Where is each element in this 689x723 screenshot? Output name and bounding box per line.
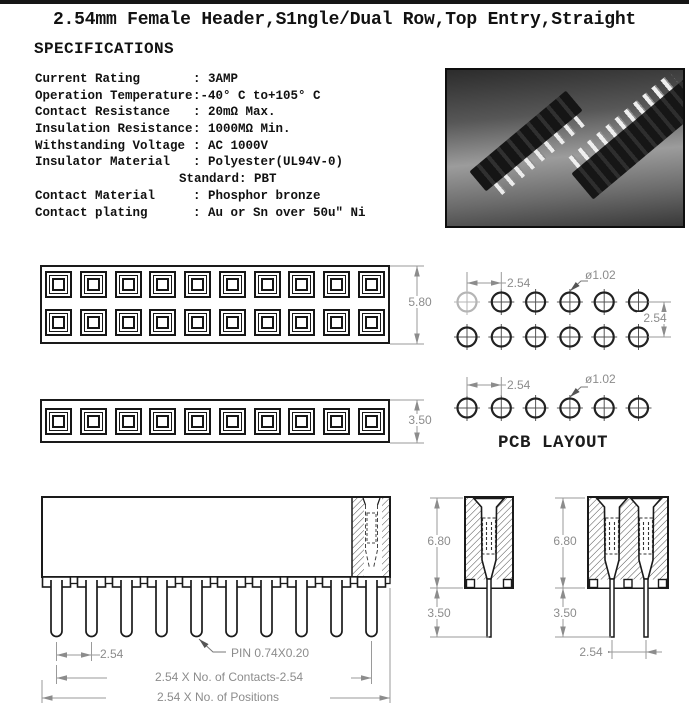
socket-opening	[226, 415, 239, 428]
housing-pins	[51, 580, 377, 637]
dual-row-connector-image	[571, 78, 685, 199]
socket	[115, 309, 142, 336]
socket	[219, 408, 246, 435]
socket-opening	[261, 316, 274, 329]
socket-bevel	[119, 313, 138, 332]
dim-pcb-single-pitch: 2.54	[507, 378, 531, 392]
socket-opening	[365, 316, 378, 329]
header-pin	[191, 580, 202, 637]
socket-bevel	[223, 412, 242, 431]
socket-opening	[87, 415, 100, 428]
socket	[288, 309, 315, 336]
spec-label: Contact Material	[35, 188, 156, 203]
spec-row	[35, 154, 440, 171]
cross-section-single	[465, 497, 513, 637]
socket	[45, 271, 72, 298]
standoff-notch	[386, 577, 391, 584]
header-pin	[331, 580, 342, 637]
socket-bevel	[223, 313, 242, 332]
socket-bevel	[258, 275, 277, 294]
socket-bevel	[84, 275, 103, 294]
dim-contacts: 2.54 X No. of Contacts-2.54	[107, 671, 351, 683]
spec-value: : 1000MΩ Min.	[193, 122, 291, 137]
socket-opening	[52, 415, 65, 428]
connector-pins	[569, 73, 679, 169]
standoff-notch	[176, 577, 183, 584]
socket-opening	[330, 415, 343, 428]
socket-opening	[191, 415, 204, 428]
socket	[219, 271, 246, 298]
pcb-layout-drawing	[440, 260, 689, 460]
contact-pin	[487, 579, 491, 637]
contact-pin	[610, 579, 614, 637]
product-photo	[445, 68, 685, 228]
standoff-notch	[141, 577, 148, 584]
spec-value: : Phosphor bronze	[193, 188, 321, 203]
socket-bevel	[188, 412, 207, 431]
socket-bevel	[327, 412, 346, 431]
dim-cs-single-pin: 3.50	[422, 607, 456, 619]
spec-continuation: Standard: PBT	[179, 172, 277, 187]
pcb-layout-caption: PCB LAYOUT	[498, 433, 609, 453]
socket	[45, 309, 72, 336]
spec-row	[35, 188, 440, 205]
socket-opening	[191, 278, 204, 291]
header-pin	[226, 580, 237, 637]
section-hatch	[353, 498, 365, 576]
spec-row	[35, 88, 440, 105]
dim-positions: 2.54 X No. of Positions	[106, 691, 330, 703]
specifications-list	[35, 71, 440, 221]
spec-value: : Au or Sn over 50u" Ni	[193, 205, 366, 220]
standoff-notch	[106, 577, 113, 584]
socket	[115, 271, 142, 298]
standoff-notch	[316, 577, 323, 584]
dim-pcb-single-hole-dia: ø1.02	[585, 372, 616, 386]
socket-opening	[122, 278, 135, 291]
socket-bevel	[119, 412, 138, 431]
header-pin	[296, 580, 307, 637]
socket	[323, 271, 350, 298]
dim-pcb-dual-row-pitch: 2.54	[637, 312, 673, 324]
pcb-holes	[454, 289, 652, 421]
dim-pcb-dual-hole-dia: ø1.02	[585, 268, 616, 282]
dim-cs-dual-body: 6.80	[548, 535, 582, 547]
socket-bevel	[49, 275, 68, 294]
dual-row-front-view	[40, 265, 390, 344]
header-pin	[121, 580, 132, 637]
socket-opening	[295, 278, 308, 291]
spec-label: Current Rating	[35, 72, 141, 86]
spec-label: Contact plating	[35, 205, 148, 220]
socket-bevel	[188, 313, 207, 332]
spec-row	[35, 71, 440, 88]
cross-section-dual	[588, 497, 668, 637]
contact-pin	[644, 579, 648, 637]
socket	[45, 408, 72, 435]
socket-bevel	[84, 412, 103, 431]
standoff-notch	[281, 577, 288, 584]
socket	[149, 271, 176, 298]
socket	[288, 408, 315, 435]
header-pin	[51, 580, 62, 637]
standoff-notch	[351, 577, 358, 584]
socket-opening	[295, 415, 308, 428]
spec-label: Insulation Resistance	[35, 122, 193, 137]
socket	[149, 309, 176, 336]
spec-row	[35, 205, 440, 222]
socket	[254, 271, 281, 298]
spec-value: : 20mΩ Max.	[193, 105, 276, 120]
spec-label: Operation Temperature	[35, 88, 193, 103]
section-hatch	[382, 498, 390, 576]
spec-value: : Polyester(UL94V-0)	[193, 155, 344, 170]
standoff-notch	[71, 577, 78, 584]
socket-bevel	[292, 313, 311, 332]
socket	[288, 271, 315, 298]
spec-value: :-40° C to+105° C	[193, 88, 321, 103]
header-pin	[156, 580, 167, 637]
socket-bevel	[362, 275, 381, 294]
socket-opening	[122, 316, 135, 329]
socket	[358, 408, 385, 435]
socket-bevel	[188, 275, 207, 294]
page-title: 2.54mm Female Header,S1ngle/Dual Row,Top Entry,Straight	[52, 10, 637, 30]
dim-pcb-dual-pitch: 2.54	[507, 276, 531, 290]
socket	[323, 408, 350, 435]
single-row-connector-image	[469, 91, 582, 192]
spec-label: Contact Resistance	[35, 105, 171, 120]
spec-label: Insulator Material	[35, 155, 171, 170]
socket	[254, 408, 281, 435]
socket-grid	[42, 408, 388, 435]
socket-opening	[226, 316, 239, 329]
specifications-heading: SPECIFICATIONS	[34, 40, 175, 58]
socket-bevel	[327, 313, 346, 332]
socket-bevel	[119, 275, 138, 294]
side-view-drawing	[30, 480, 689, 723]
socket-bevel	[84, 313, 103, 332]
spec-row	[35, 121, 440, 138]
socket-opening	[156, 278, 169, 291]
dim-single-front-height: 3.50	[402, 414, 438, 426]
spec-value: : 3AMP	[193, 72, 239, 86]
standoff-notch	[246, 577, 253, 584]
socket	[80, 271, 107, 298]
socket-opening	[52, 278, 65, 291]
socket	[358, 309, 385, 336]
socket	[323, 309, 350, 336]
socket-bevel	[327, 275, 346, 294]
socket-opening	[52, 316, 65, 329]
spec-value: : AC 1000V	[193, 138, 269, 153]
socket-bevel	[49, 412, 68, 431]
socket	[358, 271, 385, 298]
socket	[219, 309, 246, 336]
spec-row	[35, 104, 440, 121]
housing-body	[42, 497, 390, 577]
socket-opening	[87, 316, 100, 329]
socket-opening	[122, 415, 135, 428]
dim-dual-front-height: 5.80	[402, 296, 438, 308]
socket-opening	[365, 415, 378, 428]
socket-opening	[330, 278, 343, 291]
socket	[184, 309, 211, 336]
socket-bevel	[153, 313, 172, 332]
socket	[115, 408, 142, 435]
socket-bevel	[362, 412, 381, 431]
socket-grid	[42, 271, 388, 298]
socket-bevel	[362, 313, 381, 332]
socket-opening	[87, 278, 100, 291]
spec-label: Withstanding Voltage	[35, 138, 186, 153]
socket-bevel	[292, 275, 311, 294]
socket-bevel	[258, 313, 277, 332]
dim-cs-dual-pitch: 2.54	[574, 646, 608, 658]
socket-opening	[156, 316, 169, 329]
socket	[184, 408, 211, 435]
socket-opening	[365, 278, 378, 291]
dim-cs-dual-pin: 3.50	[548, 607, 582, 619]
socket	[80, 408, 107, 435]
socket	[149, 408, 176, 435]
socket-grid	[42, 309, 388, 336]
socket-opening	[226, 278, 239, 291]
dim-pin-pitch: 2.54	[100, 647, 124, 661]
socket-bevel	[292, 412, 311, 431]
top-border-bar	[0, 0, 689, 4]
spec-row	[35, 138, 440, 155]
socket-bevel	[223, 275, 242, 294]
socket-opening	[261, 415, 274, 428]
header-pin	[261, 580, 272, 637]
dim-pin-size: PIN 0.74X0.20	[231, 646, 310, 660]
socket-opening	[191, 316, 204, 329]
socket	[80, 309, 107, 336]
socket-opening	[156, 415, 169, 428]
socket-bevel	[153, 275, 172, 294]
single-row-front-view	[40, 399, 390, 443]
socket-bevel	[258, 412, 277, 431]
socket-opening	[295, 316, 308, 329]
socket-opening	[330, 316, 343, 329]
socket	[254, 309, 281, 336]
socket-bevel	[49, 313, 68, 332]
socket-opening	[261, 278, 274, 291]
header-pin	[366, 580, 377, 637]
standoff-notch	[211, 577, 218, 584]
dim-cs-single-body: 6.80	[422, 535, 456, 547]
socket	[184, 271, 211, 298]
header-pin	[86, 580, 97, 637]
socket-bevel	[153, 412, 172, 431]
